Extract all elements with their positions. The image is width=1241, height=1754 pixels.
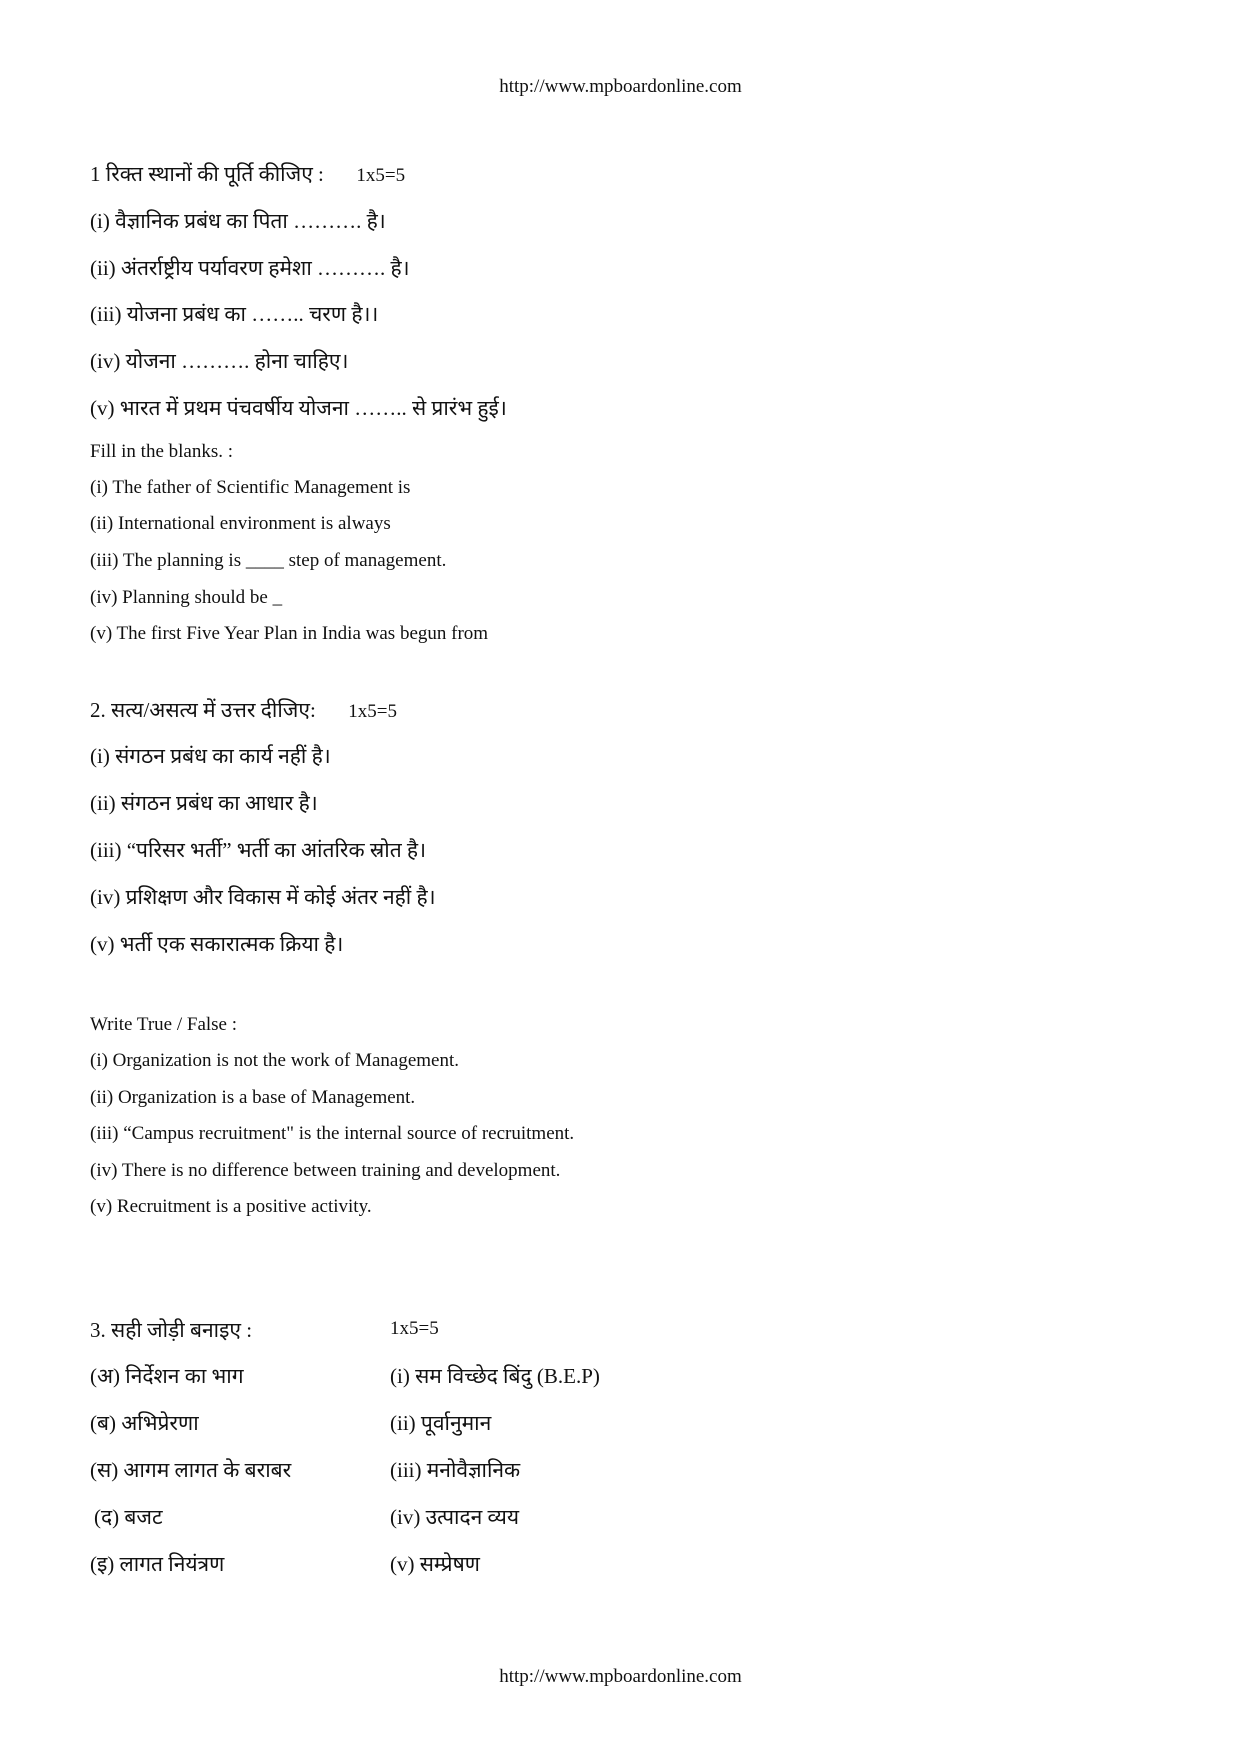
- q1-item-en: (i) The father of Scientific Management is: [90, 477, 411, 498]
- q3-right-item: (v) सम्प्रेषण: [390, 1552, 480, 1576]
- q2-item-hi: (v) भर्ती एक सकारात्मक क्रिया है।: [90, 932, 344, 956]
- q2-item-hi: (iv) प्रशिक्षण और विकास में कोई अंतर नहीं है।: [90, 885, 436, 909]
- q1-title-hindi: 1 रिक्त स्थानों की पूर्ति कीजिए :: [90, 162, 324, 186]
- q1-item-hi: (iv) योजना ………. होना चाहिए।: [90, 349, 349, 373]
- q3-left-item: (ब) अभिप्रेरणा: [90, 1411, 199, 1435]
- q3-title-hindi: 3. सही जोड़ी बनाइए :: [90, 1318, 253, 1342]
- q3-right-item: (iii) मनोवैज्ञानिक: [390, 1458, 521, 1482]
- q2-item-en: (iii) “Campus recruitment" is the internal source of recruitment.: [90, 1123, 575, 1144]
- q2-item-hi: (ii) संगठन प्रबंध का आधार है।: [90, 791, 318, 815]
- q3-left-item: (अ) निर्देशन का भाग: [90, 1364, 244, 1388]
- q2-marks: 1x5=5: [348, 701, 398, 722]
- header-url: http://www.mpboardonline.com: [499, 76, 742, 97]
- q3-marks: 1x5=5: [390, 1318, 439, 1339]
- q1-marks: 1x5=5: [356, 165, 406, 186]
- q3-right-item: (ii) पूर्वानुमान: [390, 1411, 492, 1435]
- q1-item-en: (iii) The planning is ____ step of management.: [90, 550, 447, 571]
- q2-item-hi: (i) संगठन प्रबंध का कार्य नहीं है।: [90, 744, 331, 768]
- q1-item-hi: (i) वैज्ञानिक प्रबंध का पिता ………. है।: [90, 209, 386, 233]
- q3-left-item: (द) बजट: [94, 1505, 163, 1529]
- q1-title: [90, 160, 405, 188]
- q2-item-en: (i) Organization is not the work of Management.: [90, 1050, 459, 1071]
- q2-item-en: (iv) There is no difference between training and development.: [90, 1160, 561, 1181]
- q1-item-hi: (v) भारत में प्रथम पंचवर्षीय योजना …….. से प्रारंभ हुई।: [90, 396, 507, 420]
- q2-title-hindi: 2. सत्य/असत्य में उत्तर दीजिए:: [90, 698, 316, 722]
- q3-left-item: (इ) लागत नियंत्रण: [90, 1552, 225, 1576]
- q1-title-english: Fill in the blanks. :: [90, 441, 234, 462]
- q2-item-en: (ii) Organization is a base of Management.: [90, 1087, 416, 1108]
- q2-title-english: Write True / False :: [90, 1014, 238, 1035]
- q1-item-en: (ii) International environment is always: [90, 513, 391, 534]
- q3-right-item: (i) सम विच्छेद बिंदु (B.E.P): [390, 1364, 600, 1388]
- q1-item-en: (v) The first Five Year Plan in India was begun from: [90, 623, 489, 644]
- q2-title: [90, 696, 397, 724]
- q2-item-hi: (iii) “परिसर भर्ती” भर्ती का आंतरिक स्रोत है।: [90, 838, 427, 862]
- q1-item-en: (iv) Planning should be _: [90, 587, 283, 608]
- q1-item-hi: (ii) अंतर्राष्ट्रीय पर्यावरण हमेशा ………. है।: [90, 256, 410, 280]
- footer-url: http://www.mpboardonline.com: [499, 1666, 742, 1687]
- q2-item-en: (v) Recruitment is a positive activity.: [90, 1196, 372, 1217]
- q3-left-item: (स) आगम लागत के बराबर: [90, 1458, 292, 1482]
- q1-item-hi: (iii) योजना प्रबंध का …….. चरण है।।: [90, 302, 379, 326]
- q3-right-item: (iv) उत्पादन व्यय: [390, 1505, 520, 1529]
